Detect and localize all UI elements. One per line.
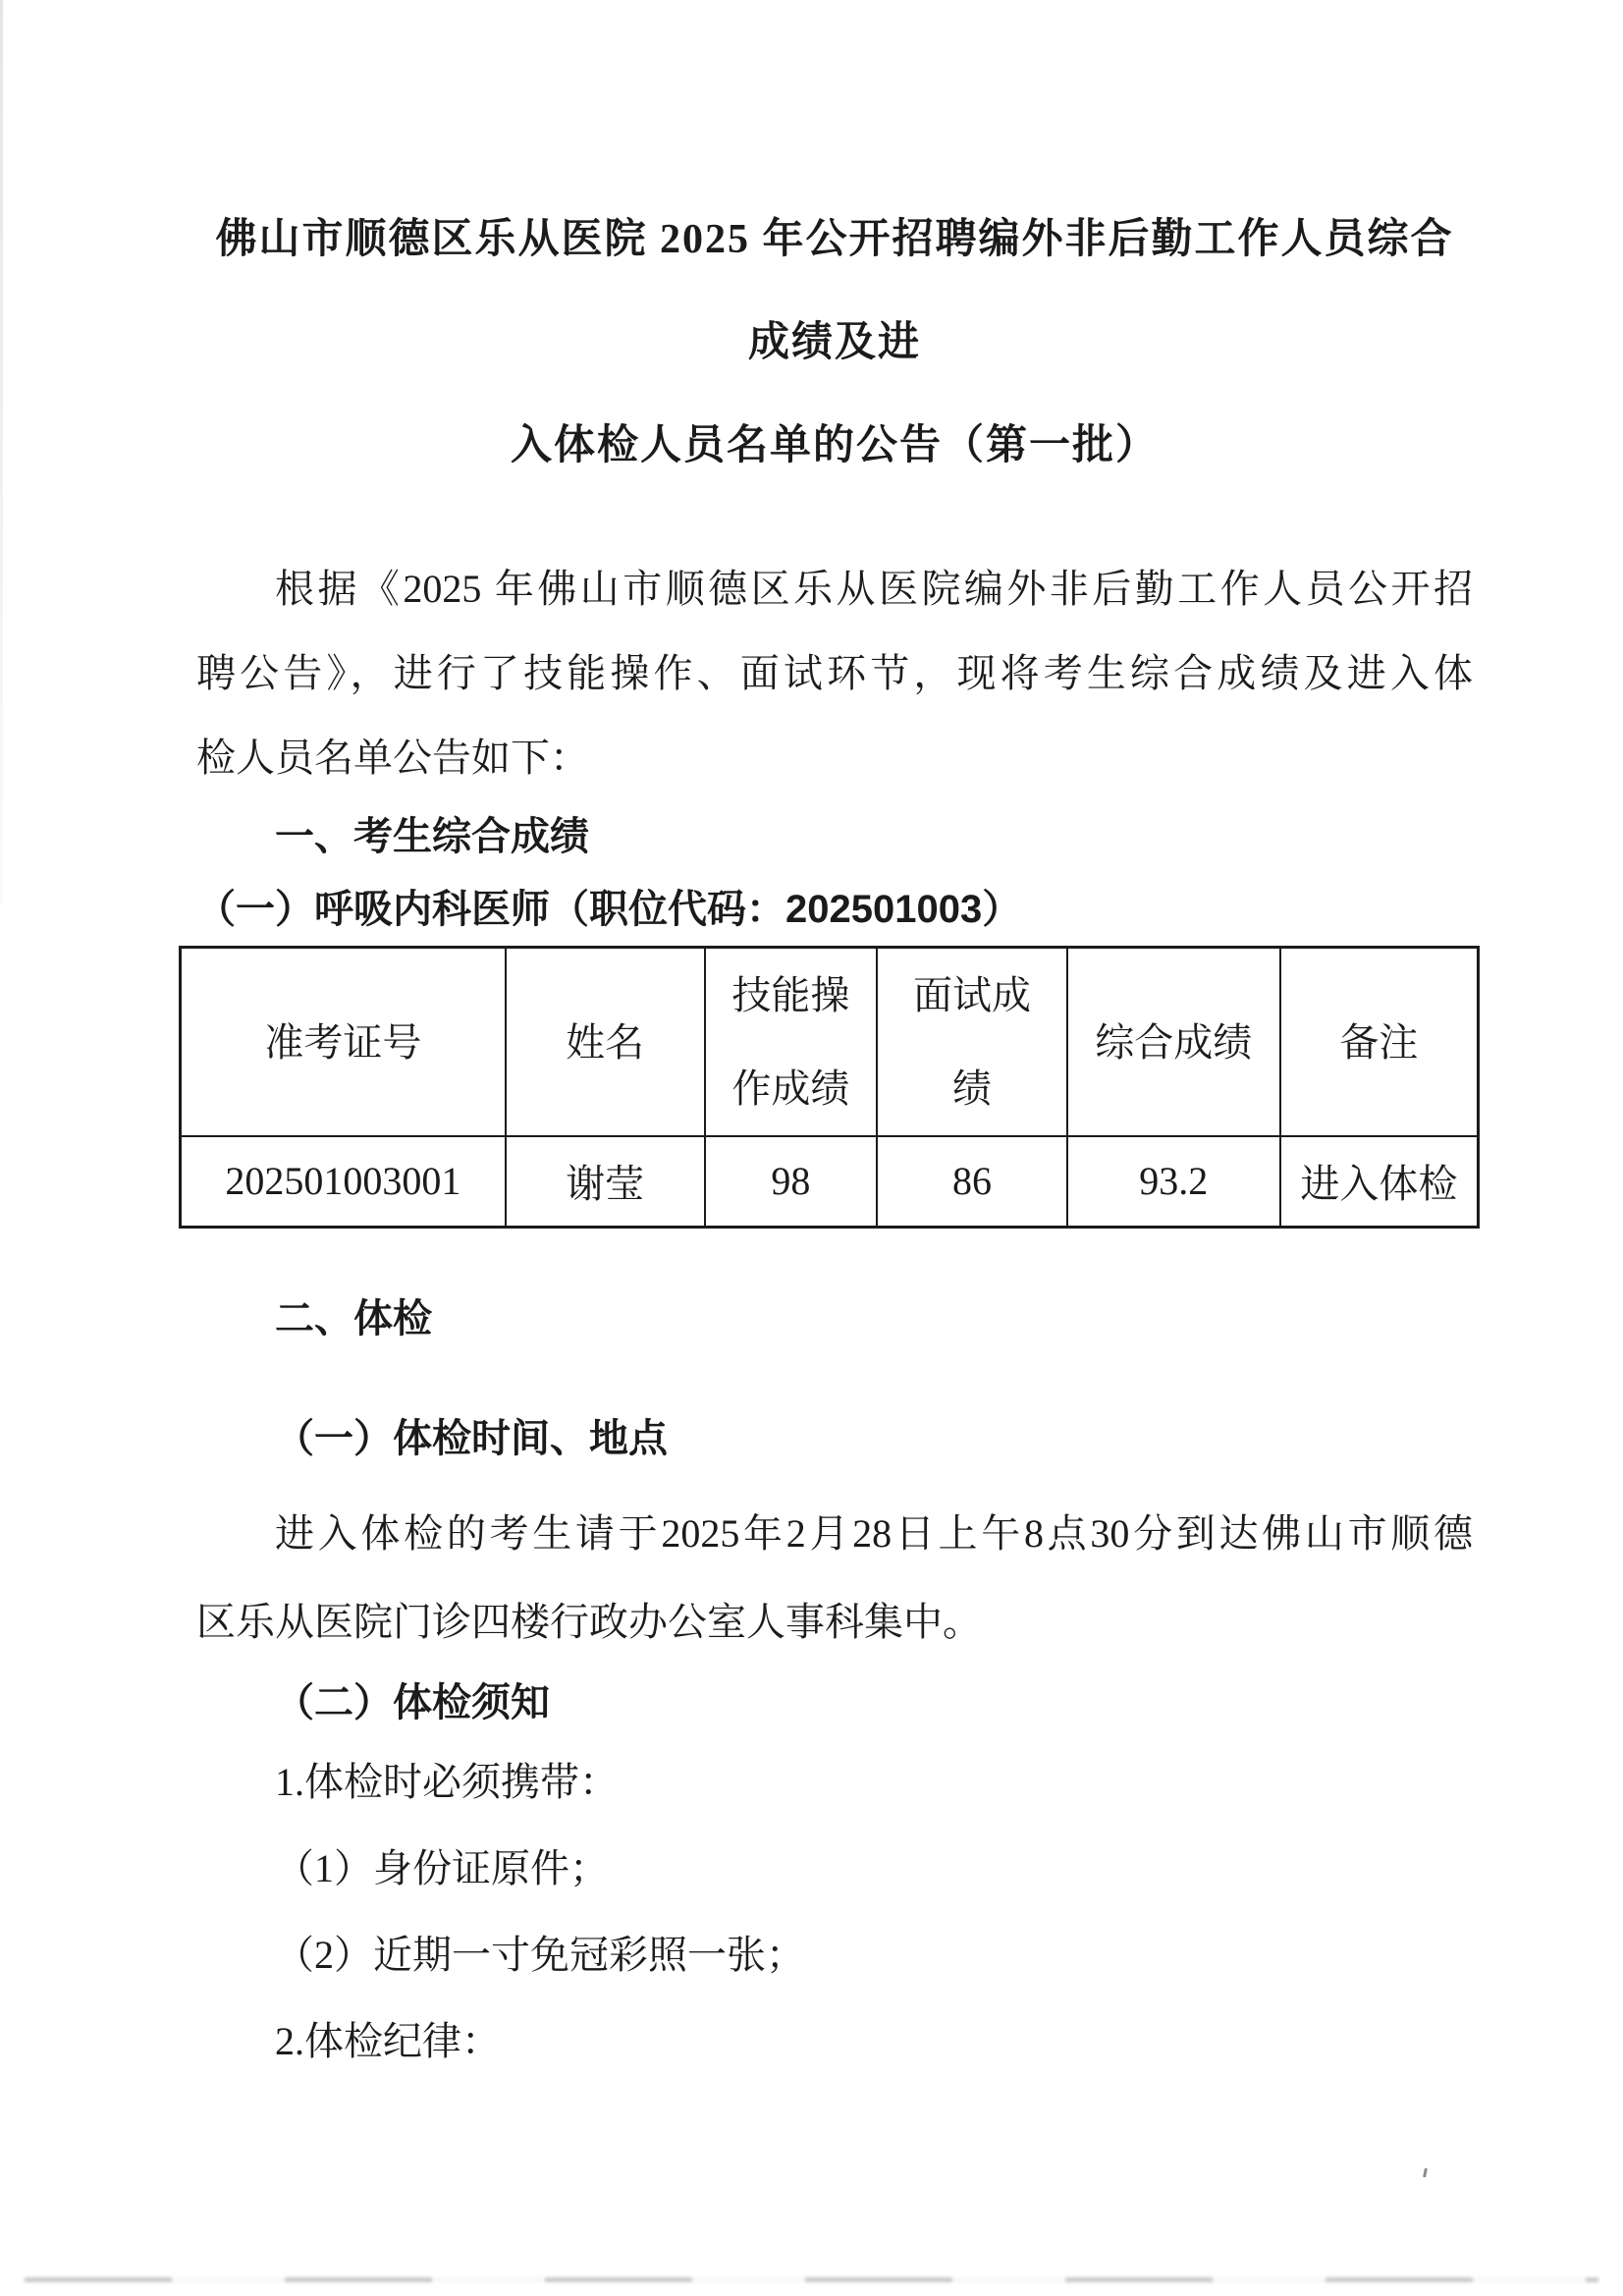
header-name: 姓名 xyxy=(506,948,705,1137)
intro-line-1: 根据《2025 年佛山市顺德区乐从医院编外非后勤工作人员公开招 xyxy=(275,567,1473,611)
section2-sub2-heading: （二）体检须知 xyxy=(275,1680,550,1724)
cell-remark: 进入体检 xyxy=(1280,1136,1479,1227)
cell-interview-score: 86 xyxy=(877,1136,1067,1227)
score-table-body xyxy=(181,1136,1479,1227)
section2-sub1-heading: （一）体检时间、地点 xyxy=(275,1416,668,1460)
header-remark: 备注 xyxy=(1280,948,1479,1137)
score-table-header xyxy=(181,948,1479,1137)
announcement-title xyxy=(196,0,1473,498)
header-overall-score: 综合成绩 xyxy=(1067,948,1280,1137)
cell-overall-score: 93.2 xyxy=(1067,1136,1280,1227)
checkup-line-2: 区乐从医院门诊四楼行政办公室人事科集中。 xyxy=(196,1599,982,1644)
section1-subheading: （一）呼吸内科医师（职位代码：202501003） xyxy=(196,888,1022,931)
checkup-line-1: 进入体检的考生请于2025年2月28日上午8点30分到达佛山市顺德 xyxy=(275,1510,1473,1556)
intro-line-2: 聘公告》，进行了技能操作、面试环节，现将考生综合成绩及进入体 xyxy=(196,651,1473,695)
notice-item-1: 1.体检时必须携带： xyxy=(275,1759,619,1804)
scan-artifact-edge xyxy=(0,0,3,903)
document-body xyxy=(196,547,1473,2085)
score-table xyxy=(179,946,1480,1229)
scan-artifact-speck xyxy=(1423,2168,1428,2177)
notice-item-3: （2）近期一寸免冠彩照一张； xyxy=(275,1932,805,1977)
section2-heading: 二、体检 xyxy=(275,1296,432,1340)
intro-line-3: 检人员名单公告如下： xyxy=(196,736,589,780)
scan-artifact-line xyxy=(25,2277,1598,2282)
section1-heading: 一、考生综合成绩 xyxy=(275,815,589,858)
document-content xyxy=(196,0,1473,2085)
notice-item-4: 2.体检纪律： xyxy=(275,2018,501,2063)
header-interview-score: 面试成绩 xyxy=(877,948,1067,1137)
cell-name: 谢莹 xyxy=(506,1136,705,1227)
title-line-1: 佛山市顺德区乐从医院 2025 年公开招聘编外非后勤工作人员综合成绩及进 xyxy=(215,217,1454,365)
table-row xyxy=(181,1136,1479,1227)
header-admission-number: 准考证号 xyxy=(181,948,506,1137)
header-skill-score: 技能操作成绩 xyxy=(705,948,878,1137)
cell-admission-number: 202501003001 xyxy=(181,1136,506,1227)
notice-item-2: （1）身份证原件； xyxy=(275,1845,609,1890)
title-line-2: 入体检人员名单的公告（第一批） xyxy=(510,423,1159,468)
checkup-paragraph xyxy=(196,1490,1473,1667)
intro-paragraph xyxy=(196,547,1473,800)
table-header-row xyxy=(181,948,1479,1137)
cell-skill-score: 98 xyxy=(705,1136,878,1227)
